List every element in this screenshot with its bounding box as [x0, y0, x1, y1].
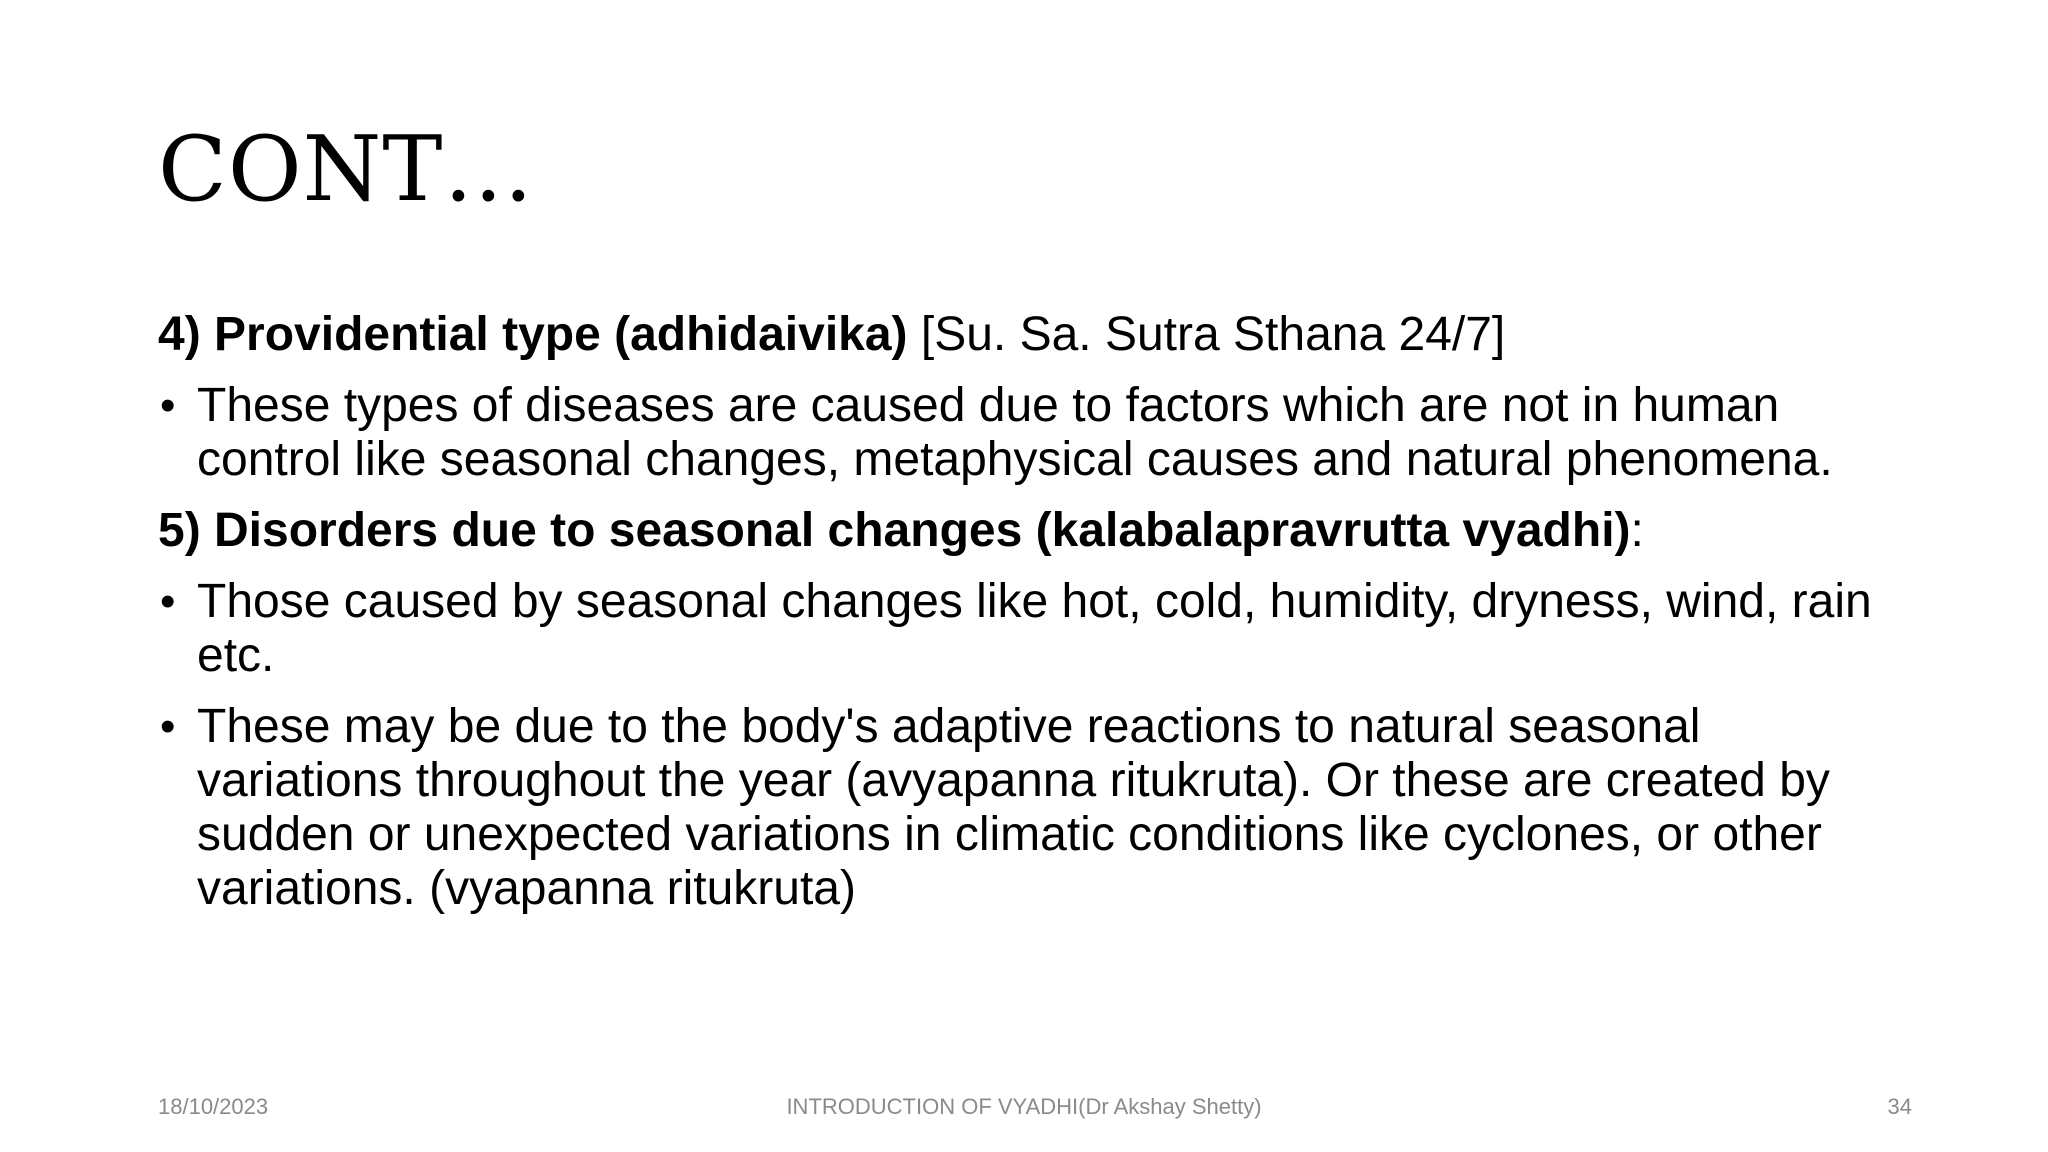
bullet-text: Those caused by seasonal changes like hot, cold, humidity, dryness, wind, rain etc.: [197, 575, 1872, 682]
list-item: [158, 700, 1918, 916]
section-4-reference: [Su. Sa. Sutra Sthana 24/7]: [907, 308, 1506, 361]
page-number: 34: [1887, 1094, 1912, 1119]
section-5-heading-suffix: :: [1630, 504, 1644, 557]
slide-body: [158, 308, 1918, 933]
section-5-heading-bold: 5) Disorders due to seasonal changes (kalabalapravrutta vyadhi): [158, 504, 1631, 557]
section-4-heading: [158, 308, 1918, 362]
section-4-heading-bold: 4) Providential type (adhidaivika): [158, 308, 908, 361]
bullet-icon: •: [160, 702, 176, 751]
slide-title: CONT…: [158, 117, 535, 222]
footer-title: INTRODUCTION OF VYADHI(Dr Akshay Shetty): [786, 1094, 1262, 1119]
list-item: [158, 379, 1918, 487]
bullet-icon: •: [160, 381, 176, 430]
footer-date: 18/10/2023: [158, 1094, 269, 1119]
section-5-heading: [158, 504, 1918, 558]
bullet-icon: •: [160, 577, 176, 626]
bullet-text: These may be due to the body's adaptive reactions to natural seasonal variations throughout the year (avyapanna ritukruta). Or these are created by sudden or unexpected variations in climatic conditions like cyclones, or other variations. (vyapanna ritukruta): [197, 700, 1830, 915]
list-item: [158, 575, 1918, 683]
bullet-text: These types of diseases are caused due to factors which are not in human control like seasonal changes, metaphysical causes and natural phenomena.: [197, 379, 1833, 486]
